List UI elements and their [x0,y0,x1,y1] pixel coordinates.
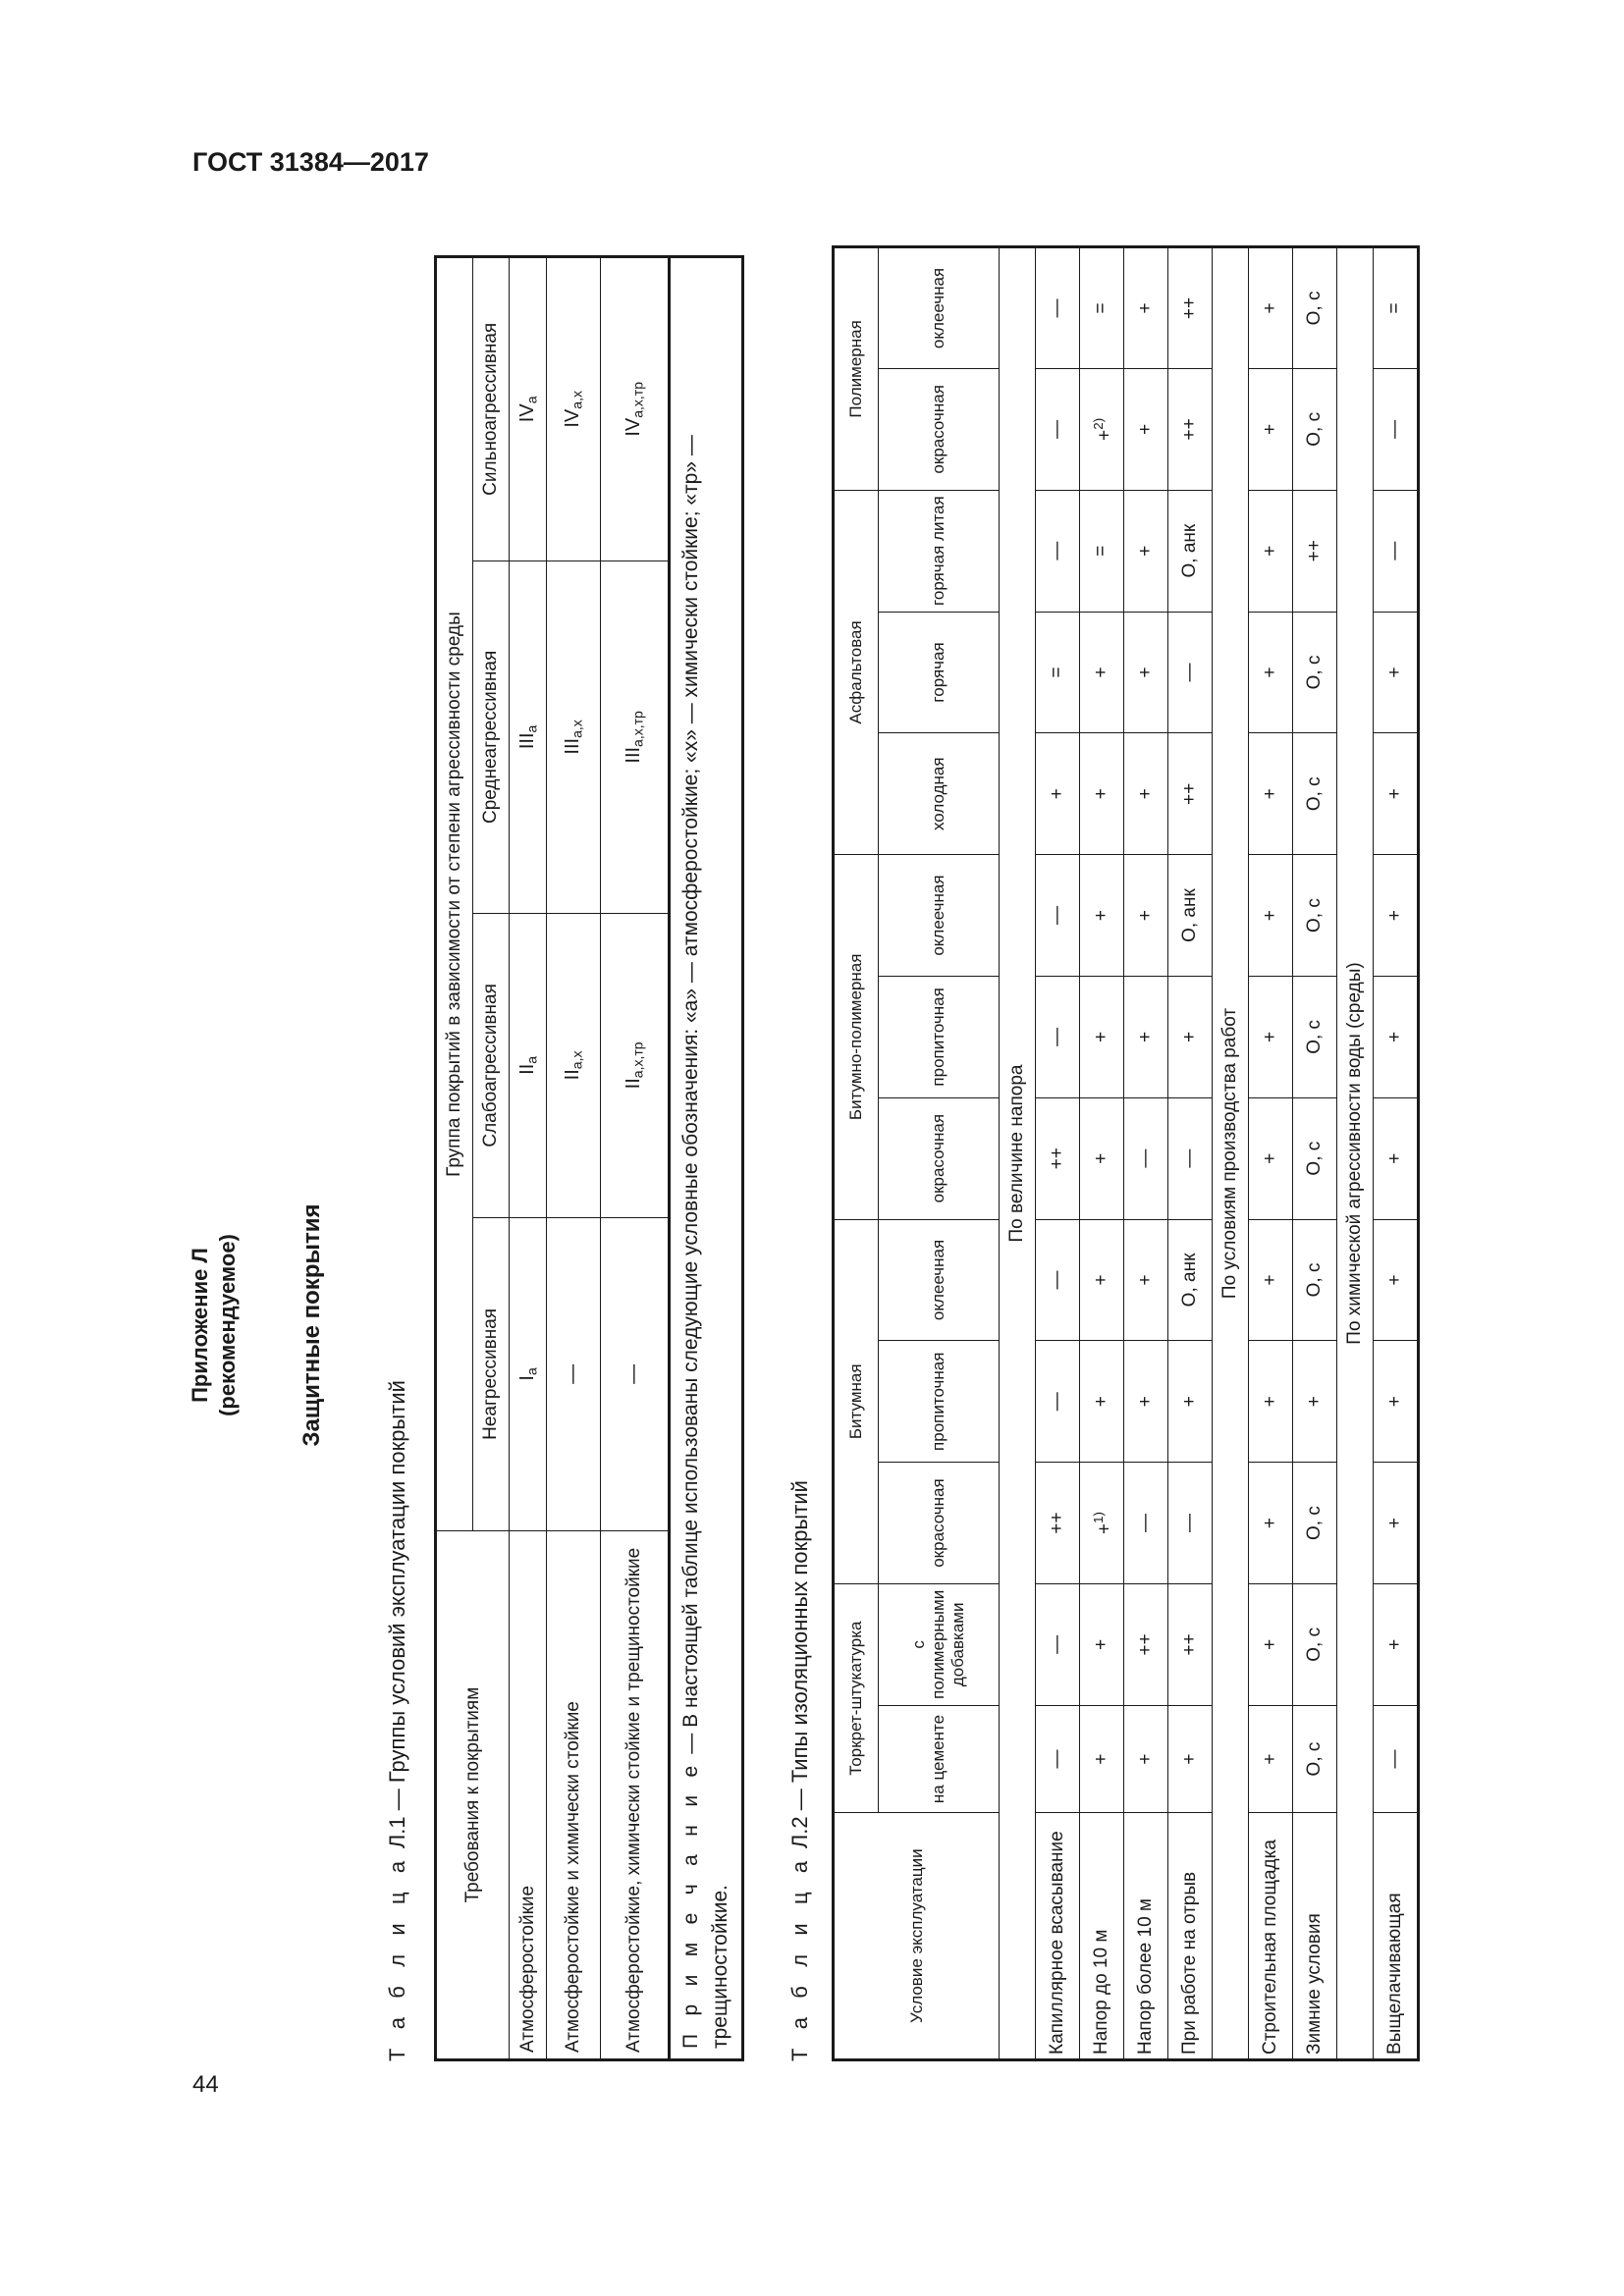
t2-cell: + [1124,733,1168,855]
t2-cell: — [1036,855,1080,977]
t2-cell: + [1080,855,1124,977]
t2-cell: + [1080,976,1124,1097]
t1-cell: $IV_а$ [510,257,547,561]
t2-cell: + [1080,612,1124,733]
t2-cell: + [1374,1341,1419,1463]
t2-cell: — [1036,247,1080,369]
t2-cell: О, с [1293,247,1337,369]
t1-note [670,257,743,2060]
t2-cell: + [1374,612,1419,733]
t2-subheader: с полимерными добавками [879,1583,1000,1705]
table-row [1124,247,1168,2060]
t1-subheader: Неагрессивная [473,1217,510,1530]
t2-section-title: По условиям производства работ [1213,247,1249,2060]
t2-group-header: Асфальтовая [834,490,879,854]
t1-cell: $I_а$ [510,1217,547,1530]
t2-row-label: Напор до 10 м [1080,1813,1124,2060]
t2-cell: + [1249,1463,1293,1584]
page-number: 44 [192,2071,219,2098]
t1-cell: $IV_{а,х}$ [547,257,601,561]
table2-caption [787,1480,813,2061]
t2-cell: ++ [1168,733,1213,855]
t2-cell: — [1124,1463,1168,1584]
t2-cell: — [1036,368,1080,490]
t1-row-label: Атмосферостойкие [510,1531,547,2060]
appendix-heading [187,589,242,2061]
t2-cell: ++ [1168,247,1213,369]
t2-subheader: оклеечная [879,1219,1000,1341]
t2-cell: = [1036,612,1080,733]
t2-row-label: Зимние условия [1293,1813,1337,2060]
t2-cell: + [1124,855,1168,977]
t2-cell: О, с [1293,1219,1337,1341]
t2-cell: — [1168,612,1213,733]
table-row [1293,247,1337,2060]
t2-cell: О, анк [1168,855,1213,977]
t1-subheader: Слабоагрессивная [473,914,510,1218]
table2-caption-prefix: Т а б л и ц а [787,1854,812,2061]
t2-group-header: Полимерная [834,247,879,491]
t1-note-prefix: П р и м е ч а н и е [679,1759,702,2049]
t2-subheader: пропиточная [879,976,1000,1097]
t2-cell: ++ [1168,368,1213,490]
t2-cell: + [1124,1341,1168,1463]
table2-caption-text: Л.2 — Типы изоляционных покрытий [787,1480,812,1855]
t1-cell: $II_{а,х,тр}$ [601,914,670,1218]
t1-row-label: Атмосферостойкие, химически стойкие и трещиностойкие [601,1531,670,2060]
section-title: Защитные покрытия [298,1203,325,1447]
table-operating-groups [434,255,744,2061]
t1-cell: $III_{а,х,тр}$ [601,561,670,913]
t2-cell: + [1374,976,1419,1097]
t2-cell: + [1249,368,1293,490]
t2-cell: — [1168,1097,1213,1219]
t1-cell: $III_а$ [510,561,547,913]
t2-cell: — [1124,1097,1168,1219]
t2-subheader: окрасочная [879,1097,1000,1219]
table-row [1080,247,1124,2060]
t2-cell: О, с [1293,612,1337,733]
t2-row-label: При работе на отрыв [1168,1813,1213,2060]
t2-cell: — [1036,1583,1080,1705]
t2-cell: + [1249,612,1293,733]
t2-cell: — [1036,976,1080,1097]
t2-group-header: Торкрет-штукатурка [834,1583,879,1812]
t2-cell: О, с [1293,733,1337,855]
t2-subheader: окрасочная [879,368,1000,490]
table-row [1374,247,1419,2060]
t2-cell: О, с [1293,1583,1337,1705]
t2-cell: ++ [1036,1463,1080,1584]
table1-caption-prefix: Т а б л и ц а [385,1854,409,2061]
t2-cell: О, анк [1168,490,1213,612]
t2-cell: ++ [1293,490,1337,612]
t1-cell: — [601,1217,670,1530]
t2-cell: + [1374,1097,1419,1219]
t2-cell: + [1080,1219,1124,1341]
table-row [1036,247,1080,2060]
t2-cell: + [1249,855,1293,977]
t2-cell: +$^{2)}$ [1080,368,1124,490]
t2-cell: О, с [1293,976,1337,1097]
t1-note-text: — В настоящей таблице использованы следующие условные обозначения: «а» — атмосферостойкие; «х» — химически стойкие; «тр» — трещиностойкие. [679,435,731,2049]
t2-subheader: горячая [879,612,1000,733]
t2-subheader: окрасочная [879,1463,1000,1584]
t2-cell: — [1036,1705,1080,1813]
t2-cell: О, с [1293,855,1337,977]
t1-cell: $IV_{а,х,тр}$ [601,257,670,561]
table1-caption [385,1380,410,2061]
t2-section-title: По величине напора [1000,247,1036,2060]
t2-cell: + [1374,1583,1419,1705]
t2-cell: + [1124,368,1168,490]
t1-cell: $III_{а,х}$ [547,561,601,913]
t1-subheader: Среднеагрессивная [473,561,510,913]
table-row [1249,247,1293,2060]
t2-group-header: Битумная [834,1219,879,1583]
t2-cell: + [1168,1341,1213,1463]
t2-cell: ++ [1036,1097,1080,1219]
t2-row-label: Напор более 10 м [1124,1813,1168,2060]
t2-cell: +$^{1)}$ [1080,1463,1124,1584]
t2-cell: + [1124,247,1168,369]
t2-cell: О, с [1293,1463,1337,1584]
t2-cell: + [1374,1463,1419,1584]
t2-cell: + [1168,1705,1213,1813]
t2-cell: + [1124,612,1168,733]
t1-row-label: Атмосферостойкие и химически стойкие [547,1531,601,2060]
t2-cell: — [1036,1341,1080,1463]
t2-cell: + [1249,1583,1293,1705]
t2-row-label: Выщелачивающая [1374,1813,1419,2060]
t2-cell: — [1036,490,1080,612]
t2-cell: + [1249,733,1293,855]
t2-cell: О, анк [1168,1219,1213,1341]
t2-cell: = [1080,247,1124,369]
t2-cell: + [1374,855,1419,977]
t2-cell: + [1124,1219,1168,1341]
t2-cell: — [1036,1219,1080,1341]
t2-subheader: холодная [879,733,1000,855]
t1-cell: — [547,1217,601,1530]
t2-row-label: Строительная площадка [1249,1813,1293,2060]
t2-cell: + [1080,1341,1124,1463]
t2-cell: + [1249,976,1293,1097]
t2-group-header: Битумно-полимерная [834,855,879,1219]
t2-cell: + [1249,490,1293,612]
t2-row-label: Капиллярное всасывание [1036,1813,1080,2060]
t2-cell: — [1374,490,1419,612]
t2-cell: + [1124,1705,1168,1813]
table1-caption-text: Л.1 — Группы условий эксплуатации покрытий [385,1380,409,1855]
t2-cell: + [1374,1219,1419,1341]
t2-cell: + [1080,1097,1124,1219]
rotated-content [179,133,1543,2061]
t2-cell: + [1168,976,1213,1097]
t2-cell: + [1124,976,1168,1097]
t2-cell: О, с [1293,1097,1337,1219]
t2-cell: + [1036,733,1080,855]
t2-cell: + [1249,1705,1293,1813]
t2-cell: + [1293,1341,1337,1463]
t2-cell: — [1168,1463,1213,1584]
t1-header-requirements: Требования к покрытиям [436,1531,510,2060]
document-code: ГОСТ 31384—2017 [192,147,429,177]
t2-cell: + [1249,247,1293,369]
t1-subheader: Сильноагрессивная [473,257,510,561]
t2-cell: = [1374,247,1419,369]
t2-cell: + [1080,1705,1124,1813]
t2-cell: — [1374,1705,1419,1813]
t2-cell: ++ [1124,1583,1168,1705]
t2-cell: + [1124,490,1168,612]
appendix-label: Приложение Л [188,1248,212,1403]
t2-subheader: на цементе [879,1705,1000,1813]
t2-cell: О, с [1293,1705,1337,1813]
t2-section-title: По химической агрессивности воды (среды) [1337,247,1374,2060]
t2-subheader: горячая литая [879,490,1000,612]
t2-cell: + [1249,1097,1293,1219]
t2-cell: — [1374,368,1419,490]
t2-header-condition: Условие эксплуатации [834,1813,1000,2060]
t2-cell: + [1080,733,1124,855]
t2-cell: ++ [1168,1583,1213,1705]
t2-cell: + [1374,733,1419,855]
t2-cell: = [1080,490,1124,612]
t2-subheader: оклеечная [879,247,1000,369]
t2-cell: + [1080,1583,1124,1705]
t2-cell: + [1249,1341,1293,1463]
t2-cell: О, с [1293,368,1337,490]
t2-cell: + [1249,1219,1293,1341]
table-row [1168,247,1213,2060]
t1-cell: $II_а$ [510,914,547,1218]
t1-header-group: Группа покрытий в зависимости от степени агрессивности среды [436,257,473,1531]
appendix-status: (рекомендуемое) [215,1234,240,1416]
t2-subheader: пропиточная [879,1341,1000,1463]
table-insulation-types [832,245,1420,2061]
t1-cell: $II_{а,х}$ [547,914,601,1218]
t2-subheader: оклеечная [879,855,1000,977]
